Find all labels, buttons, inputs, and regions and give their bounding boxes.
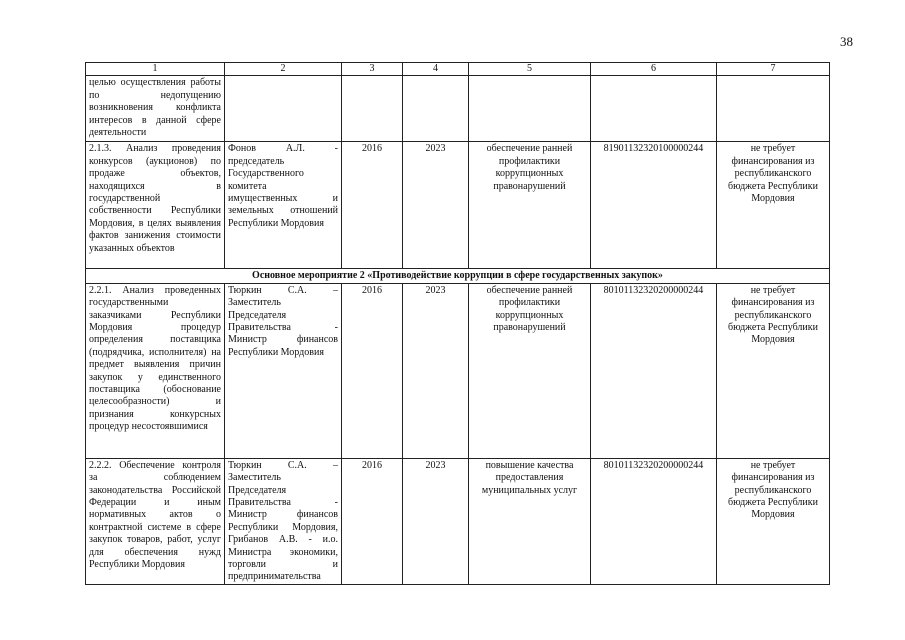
- measures-table: [85, 62, 830, 585]
- table-header-row: [86, 63, 830, 76]
- empty-cell: [403, 76, 469, 142]
- table-row: [86, 458, 830, 584]
- start-year: 2016: [342, 283, 403, 458]
- column-header: 5: [469, 63, 591, 76]
- column-header: 2: [225, 63, 342, 76]
- table-row-continuation: [86, 76, 830, 142]
- responsible-person: Тюркин С.А. – Заместитель Председателя Правительства - Министр финансов Республики Мордовия, Грибанов А.В. - и.о. Министра экономики, торговли и предпринимательства: [225, 458, 342, 584]
- column-header: 6: [591, 63, 717, 76]
- end-year: 2023: [403, 142, 469, 269]
- budget-code: 80101132320200000244: [591, 283, 717, 458]
- empty-cell: [591, 76, 717, 142]
- column-header: 1: [86, 63, 225, 76]
- column-header: 3: [342, 63, 403, 76]
- responsible-person: Фонов А.Л. - председатель Государственного комитета имущественных и земельных отношений Республики Мордовия: [225, 142, 342, 269]
- start-year: 2016: [342, 458, 403, 584]
- end-year: 2023: [403, 283, 469, 458]
- measure-description: 2.2.2. Обеспечение контроля за соблюдением законодательства Российской Федерации и иным нормативных актов о контрактной системе в сфере закупок товаров, работ, услуг для обеспечения нужд Республики Мордовия: [86, 458, 225, 584]
- column-header: 4: [403, 63, 469, 76]
- measure-description: целью осуществления работы по недопущению возникновения конфликта интересов в данной сфере деятельности: [86, 76, 225, 142]
- empty-cell: [342, 76, 403, 142]
- budget-code: 81901132320100000244: [591, 142, 717, 269]
- financing-note: не требует финансирования из республиканского бюджета Республики Мордовия: [717, 142, 830, 269]
- end-year: 2023: [403, 458, 469, 584]
- expected-result: повышение качества предоставления муниципальных услуг: [469, 458, 591, 584]
- table-row: [86, 142, 830, 269]
- measure-description: 2.2.1. Анализ проведенных государственными заказчиками Республики Мордовия процедур определения поставщика (подрядчика, исполнителя) на предмет выявления причин закупок у единственного поставщика (обоснование целесообразности) и признания конкурсных процедур несостоявшимися: [86, 283, 225, 458]
- empty-cell: [225, 76, 342, 142]
- financing-note: не требует финансирования из республиканского бюджета Республики Мордовия: [717, 283, 830, 458]
- measure-description: 2.1.3. Анализ проведения конкурсов (аукционов) по продаже объектов, находящихся в государственной собственности Республики Мордовия, в целях выявления фактов занижения стоимости указанных объектов: [86, 142, 225, 269]
- start-year: 2016: [342, 142, 403, 269]
- section-row: [86, 269, 830, 283]
- empty-cell: [469, 76, 591, 142]
- budget-code: 80101132320200000244: [591, 458, 717, 584]
- expected-result: обеспечение ранней профилактики коррупционных правонарушений: [469, 283, 591, 458]
- financing-note: не требует финансирования из республиканского бюджета Республики Мордовия: [717, 458, 830, 584]
- expected-result: обеспечение ранней профилактики коррупционных правонарушений: [469, 142, 591, 269]
- column-header: 7: [717, 63, 830, 76]
- responsible-person: Тюркин С.А. – Заместитель Председателя Правительства - Министр финансов Республики Мордовия: [225, 283, 342, 458]
- section-title: Основное мероприятие 2 «Противодействие коррупции в сфере государственных закупок»: [86, 269, 830, 283]
- empty-cell: [717, 76, 830, 142]
- table-row: [86, 283, 830, 458]
- page-number: 38: [840, 34, 853, 49]
